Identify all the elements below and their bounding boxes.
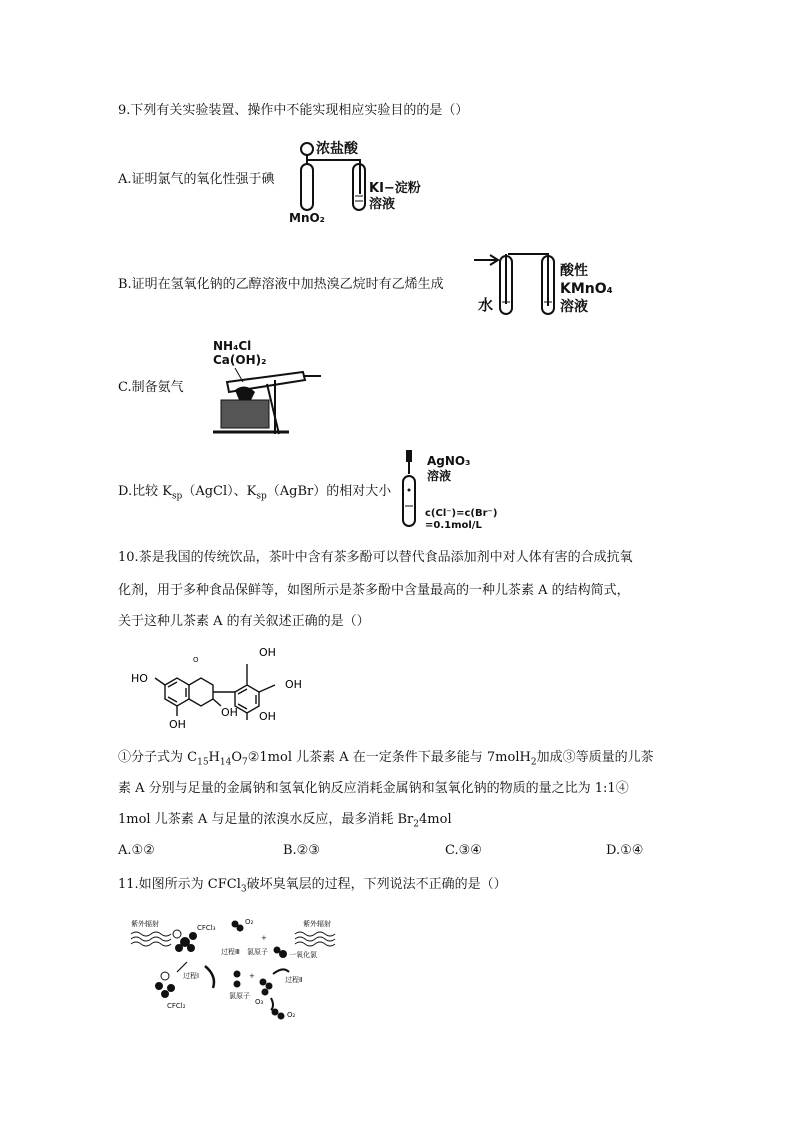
uv-label-1: 紫外辐射 <box>131 920 159 928</box>
ho-label: HO <box>131 672 148 685</box>
oh-label-5: OH <box>259 710 276 723</box>
q10-option-a: A.①② <box>118 843 155 858</box>
agno3-label: AgNO₃ <box>427 454 471 468</box>
q9-option-a: A.证明氯气的氧化性强于碘 <box>118 172 275 187</box>
ammonia-prep-apparatus <box>205 336 335 441</box>
statement-3-start: 加成③等质量的儿茶 <box>536 750 654 765</box>
solution-label: 溶液 <box>369 197 396 212</box>
q10-statement-line1 <box>118 750 654 766</box>
q10-option-b: B.②③ <box>283 843 320 858</box>
ksp-text-2: （AgCl）、K <box>182 484 257 499</box>
ethylene-test-apparatus <box>470 250 620 320</box>
q11-stem-start: 11.如图所示为 CFCl <box>118 877 241 892</box>
conc-hcl-label: 浓盐酸 <box>316 141 358 157</box>
q10-statement-line2: 素 A 分别与足量的金属钠和氢氧化钠反应消耗金属钠和氢氧化钠的物质的量之比为 1:1④ <box>118 781 629 796</box>
q11-stem <box>118 877 507 893</box>
acidic-label: 酸性 <box>560 263 588 279</box>
ozone-depletion-diagram <box>125 912 355 1020</box>
br2-sub: 2 <box>413 819 420 830</box>
statement-2-text: ②1mol 儿茶素 A 在一定条件下最多能与 7molH <box>247 750 531 765</box>
o3-label: O₃ <box>255 998 264 1006</box>
q10-option-c: C.③④ <box>445 843 482 858</box>
chlorine-iodine-apparatus <box>285 136 445 226</box>
agno3-solution-label: 溶液 <box>427 469 452 483</box>
cfcl2-label: CFCl₂ <box>167 1002 186 1010</box>
plus-sign-2: + <box>249 972 255 980</box>
q11-stem-end: 破坏臭氧层的过程，下列说法不正确的是（） <box>246 877 507 892</box>
q10-statement-line3 <box>118 812 452 828</box>
q9-option-b: B.证明在氢氧化钠的乙醇溶液中加热溴乙烷时有乙烯生成 <box>118 277 444 292</box>
catechin-structure <box>125 640 325 730</box>
chlorine-atom-label-2: 氯原子 <box>229 992 250 1000</box>
ksp-text-1: D.比较 K <box>118 484 172 499</box>
statement-4-end: 4mol <box>419 812 452 827</box>
nh4cl-label: NH₄Cl <box>213 339 252 353</box>
process-2-label: 过程Ⅱ <box>285 976 303 984</box>
o-count: 7 <box>242 757 248 768</box>
h2-sub: 2 <box>530 757 537 768</box>
cfcl3-label: CFCl₃ <box>197 924 216 932</box>
oh-label-4: OH <box>285 678 302 691</box>
h-symbol: H <box>208 750 220 765</box>
q10-stem-line2: 化剂，用于多种食品保鲜等，如图所示是茶多酚中含量最高的一种儿茶素 A 的结构简式， <box>118 583 630 598</box>
mno2-label: MnO₂ <box>289 211 325 225</box>
o2-label-1: O₂ <box>245 918 254 926</box>
oh-label-3: OH <box>259 646 276 659</box>
q10-stem-line1: 10.茶是我国的传统饮品，茶叶中含有茶多酚可以替代食品添加剂中对人体有害的合成抗氧 <box>118 550 633 565</box>
ring-oxygen-label: O <box>193 656 199 664</box>
c-count: 15 <box>197 757 209 768</box>
process-3-label: 过程Ⅲ <box>221 948 240 956</box>
q9-option-d <box>118 484 391 500</box>
kmno4-solution-label: 溶液 <box>560 299 588 315</box>
ki-starch-label: KI−淀粉 <box>369 181 421 196</box>
cl3-sub: 3 <box>240 884 247 895</box>
uv-label-2: 紫外辐射 <box>303 920 331 928</box>
water-label: 水 <box>478 296 494 314</box>
clo-label: 一氧化氯 <box>289 951 317 959</box>
h-count: 14 <box>219 757 232 768</box>
q9-option-c: C.制备氨气 <box>118 380 184 395</box>
statement-4-text: 1mol 儿茶素 A 与足量的浓溴水反应，最多消耗 Br <box>118 812 414 827</box>
caoh2-label: Ca(OH)₂ <box>213 353 267 367</box>
q10-stem-line3: 关于这种儿茶素 A 的有关叙述正确的是（） <box>118 614 370 629</box>
chlorine-atom-label-1: 氯原子 <box>247 948 268 956</box>
concentration-equal-label: c(Cl⁻)=c(Br⁻) <box>425 508 498 519</box>
q10-option-d: D.①④ <box>606 843 644 858</box>
ksp-sub-1: sp <box>171 491 183 502</box>
o-symbol: O <box>231 750 243 765</box>
oh-label-1: OH <box>169 718 186 730</box>
o2-label-2: O₂ <box>287 1011 296 1019</box>
oh-label-2: OH <box>221 706 238 719</box>
q9-stem: 9.下列有关实验装置、操作中不能实现相应实验目的的是（） <box>118 103 469 118</box>
concentration-value-label: =0.1mol/L <box>425 520 482 530</box>
process-1-label: 过程Ⅰ <box>183 972 200 980</box>
ksp-text-3: （AgBr）的相对大小 <box>266 484 392 499</box>
kmno4-label: KMnO₄ <box>560 281 613 297</box>
ksp-test-tube <box>395 448 515 530</box>
formula-text: ①分子式为 C <box>118 750 198 765</box>
plus-sign-1: + <box>261 934 267 942</box>
ksp-sub-2: sp <box>256 491 267 502</box>
